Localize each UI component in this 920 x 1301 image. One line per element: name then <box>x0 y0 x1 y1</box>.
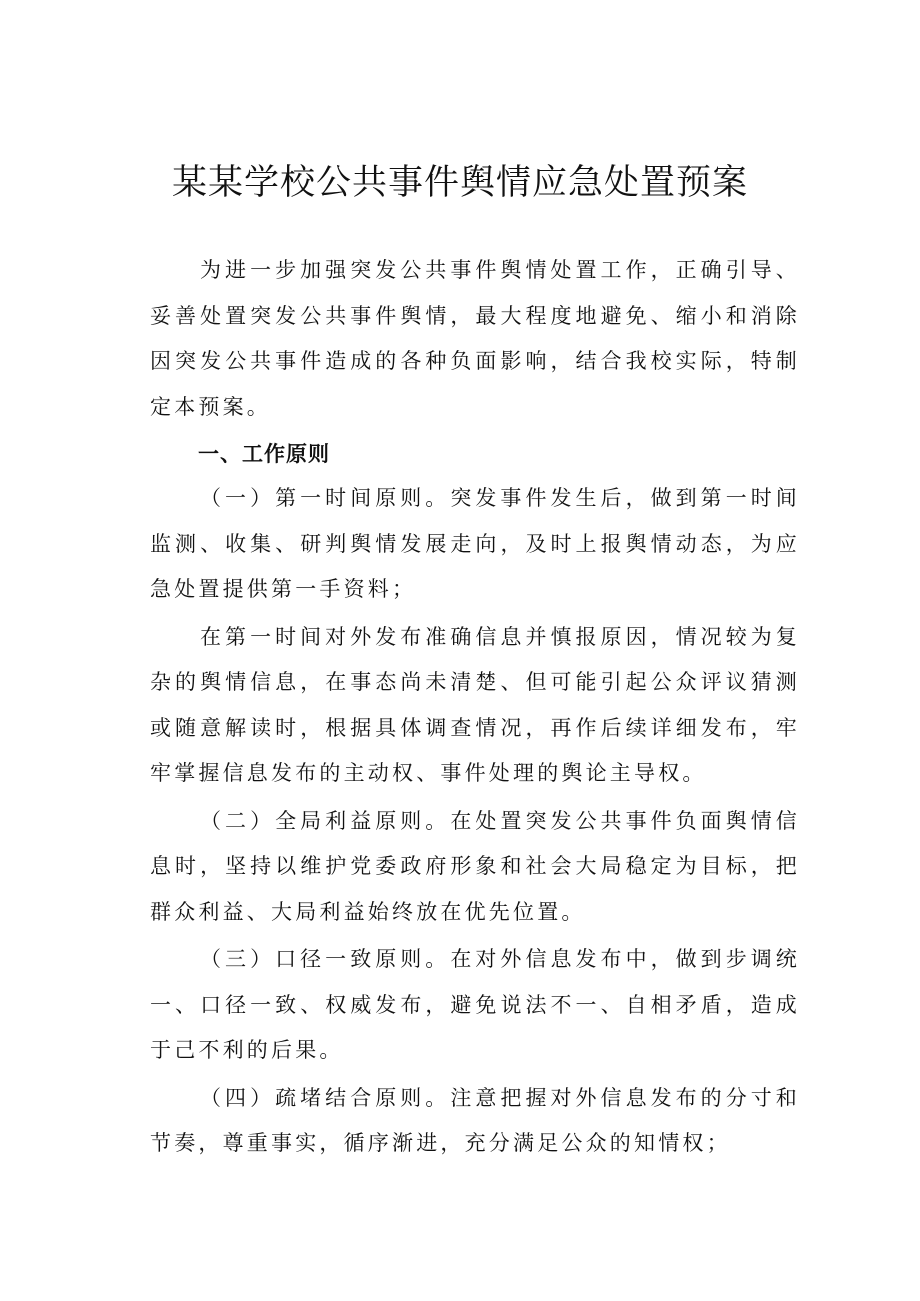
principle-1-continuation-paragraph: 在第一时间对外发布准确信息并慎报原因，情况较为复杂的舆情信息，在事态尚未清楚、但可能引起公众评议猜测或随意解读时，根据具体调查情况，再作后续详细发布，牢牢掌握信息发布的主动权、事件处理的舆论主导权。 <box>150 624 800 785</box>
principle-3-paragraph: （三）口径一致原则。在对外信息发布中，做到步调统一、口径一致、权威发布，避免说法不一、自相矛盾，造成于己不利的后果。 <box>150 947 800 1062</box>
principle-4-paragraph: （四）疏堵结合原则。注意把握对外信息发布的分寸和节奏，尊重事实，循序渐进，充分满足公众的知情权； <box>150 1085 800 1155</box>
intro-paragraph: 为进一步加强突发公共事件舆情处置工作，正确引导、妥善处置突发公共事件舆情，最大程度地避免、缩小和消除因突发公共事件造成的各种负面影响，结合我校实际，特制定本预案。 <box>150 258 800 419</box>
principle-1-paragraph: （一）第一时间原则。突发事件发生后，做到第一时间监测、收集、研判舆情发展走向，及时上报舆情动态，为应急处置提供第一手资料； <box>150 486 800 601</box>
document-body <box>150 248 800 1167</box>
section-heading-work-principles: 一、工作原则 <box>198 442 330 466</box>
document-title: 某某学校公共事件舆情应急处置预案 <box>171 163 748 203</box>
principle-2-paragraph: （二）全局利益原则。在处置突发公共事件负面舆情信息时，坚持以维护党委政府形象和社会大局稳定为目标，把群众利益、大局利益始终放在优先位置。 <box>150 808 800 924</box>
